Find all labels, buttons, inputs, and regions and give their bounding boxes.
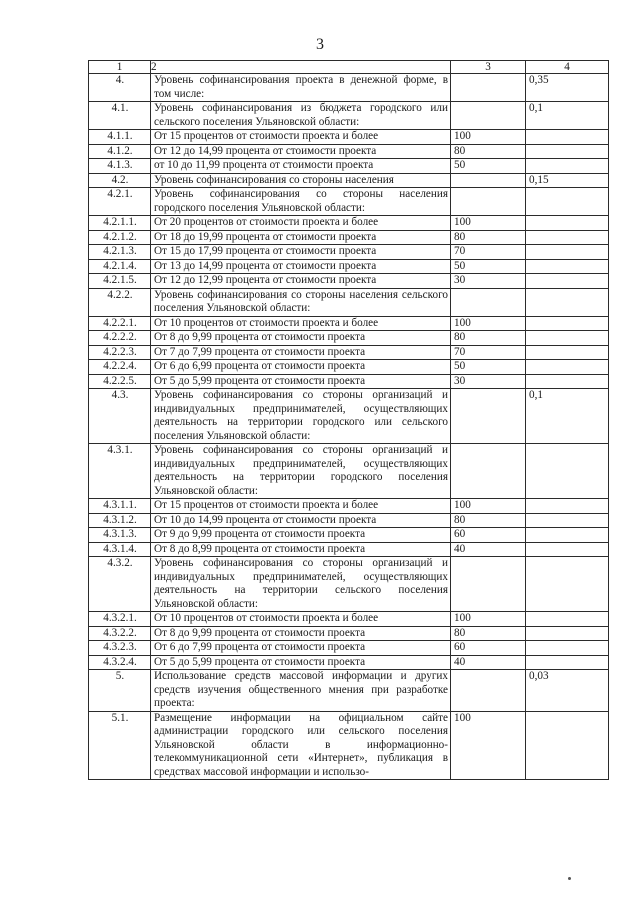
row-description: От 12 до 12,99 процента от стоимости проекта: [151, 274, 451, 289]
row-weight: [526, 444, 609, 499]
row-description: Использование средств массовой информации и других средств изучения общественного мнения при разработке проекта:: [151, 670, 451, 712]
table-row: [89, 670, 609, 712]
row-number: 4.3.2.4.: [89, 655, 151, 670]
table-row: [89, 288, 609, 316]
row-points: [451, 444, 526, 499]
row-weight: 0,03: [526, 670, 609, 712]
row-number: 4.: [89, 74, 151, 102]
row-weight: 0,35: [526, 74, 609, 102]
table-row: [89, 216, 609, 231]
row-weight: [526, 374, 609, 389]
row-description: Уровень софинансирования со стороны организаций и индивидуальных предпринимателей, осуществляющих деятельность на территории городского поселения Ульяновской области:: [151, 444, 451, 499]
row-points: [451, 557, 526, 612]
row-points: 80: [451, 331, 526, 346]
row-weight: [526, 188, 609, 216]
row-number: 4.1.3.: [89, 159, 151, 174]
table-row: [89, 345, 609, 360]
table-row: [89, 626, 609, 641]
table-row: [89, 641, 609, 656]
row-number: 4.3.1.2.: [89, 513, 151, 528]
row-weight: [526, 230, 609, 245]
row-description: Уровень софинансирования со стороны населения: [151, 173, 451, 188]
row-weight: [526, 144, 609, 159]
row-description: От 15 процентов от стоимости проекта и более: [151, 499, 451, 514]
row-number: 4.2.2.4.: [89, 360, 151, 375]
table-row: [89, 513, 609, 528]
table-row: [89, 389, 609, 444]
table-row: [89, 102, 609, 130]
row-points: [451, 288, 526, 316]
header-col-4: 4: [526, 61, 609, 74]
row-points: 50: [451, 259, 526, 274]
row-weight: [526, 542, 609, 557]
row-description: от 10 до 11,99 процента от стоимости проекта: [151, 159, 451, 174]
row-number: 5.: [89, 670, 151, 712]
row-points: 60: [451, 641, 526, 656]
table-row: [89, 144, 609, 159]
row-points: 70: [451, 345, 526, 360]
table-row: [89, 331, 609, 346]
row-weight: [526, 641, 609, 656]
row-weight: [526, 499, 609, 514]
row-points: [451, 670, 526, 712]
row-description: Уровень софинансирования проекта в денежной форме, в том числе:: [151, 74, 451, 102]
row-number: 4.1.2.: [89, 144, 151, 159]
row-points: 80: [451, 513, 526, 528]
table-row: [89, 245, 609, 260]
row-number: 4.3.2.3.: [89, 641, 151, 656]
row-number: 4.2.2.2.: [89, 331, 151, 346]
row-weight: [526, 528, 609, 543]
row-description: От 8 до 8,99 процента от стоимости проекта: [151, 542, 451, 557]
row-description: От 18 до 19,99 процента от стоимости проекта: [151, 230, 451, 245]
row-points: 30: [451, 274, 526, 289]
table-row: [89, 188, 609, 216]
row-number: 4.1.1.: [89, 130, 151, 145]
row-number: 4.2.2.3.: [89, 345, 151, 360]
row-description: От 15 до 17,99 процента от стоимости проекта: [151, 245, 451, 260]
table-row: [89, 711, 609, 780]
row-description: Уровень софинансирования со стороны организаций и индивидуальных предпринимателей, осуществляющих деятельность на территории сельского поселения Ульяновской области:: [151, 557, 451, 612]
row-description: От 9 до 9,99 процента от стоимости проекта: [151, 528, 451, 543]
table-row: [89, 259, 609, 274]
row-weight: [526, 626, 609, 641]
row-number: 4.2.1.: [89, 188, 151, 216]
row-number: 4.2.2.5.: [89, 374, 151, 389]
row-weight: 0,1: [526, 389, 609, 444]
row-points: [451, 74, 526, 102]
row-number: 4.2.1.3.: [89, 245, 151, 260]
criteria-table: [88, 60, 609, 780]
row-points: [451, 389, 526, 444]
row-number: 4.3.1.: [89, 444, 151, 499]
row-description: От 8 до 9,99 процента от стоимости проекта: [151, 331, 451, 346]
row-weight: [526, 331, 609, 346]
table-row: [89, 360, 609, 375]
table-row: [89, 130, 609, 145]
row-description: От 13 до 14,99 процента от стоимости проекта: [151, 259, 451, 274]
row-number: 4.2.1.2.: [89, 230, 151, 245]
table-row: [89, 74, 609, 102]
row-number: 4.2.1.1.: [89, 216, 151, 231]
row-points: 80: [451, 230, 526, 245]
row-description: Уровень софинансирования со стороны населения городского поселения Ульяновской области:: [151, 188, 451, 216]
row-weight: [526, 711, 609, 780]
row-description: От 10 до 14,99 процента от стоимости проекта: [151, 513, 451, 528]
row-description: От 5 до 5,99 процента от стоимости проекта: [151, 374, 451, 389]
table-row: [89, 230, 609, 245]
row-weight: [526, 130, 609, 145]
row-number: 4.2.2.1.: [89, 316, 151, 331]
row-points: 30: [451, 374, 526, 389]
row-number: 4.3.1.4.: [89, 542, 151, 557]
row-points: 100: [451, 216, 526, 231]
row-weight: [526, 612, 609, 627]
table-row: [89, 316, 609, 331]
row-description: От 10 процентов от стоимости проекта и более: [151, 316, 451, 331]
row-description: Уровень софинансирования со стороны населения сельского поселения Ульяновской области:: [151, 288, 451, 316]
row-weight: [526, 655, 609, 670]
row-description: Размещение информации на официальном сайте администрации городского или сельского поселения Ульяновской области в информационно-телекоммуникационной сети «Интернет», публикация в средствах массовой информации и использо-: [151, 711, 451, 780]
row-points: 100: [451, 130, 526, 145]
row-weight: [526, 360, 609, 375]
row-number: 4.2.1.5.: [89, 274, 151, 289]
scan-speck: [568, 877, 571, 880]
table-row: [89, 528, 609, 543]
row-description: От 6 до 6,99 процента от стоимости проекта: [151, 360, 451, 375]
table-row: [89, 374, 609, 389]
row-points: 100: [451, 316, 526, 331]
row-points: 100: [451, 612, 526, 627]
row-number: 5.1.: [89, 711, 151, 780]
table-row: [89, 499, 609, 514]
row-description: От 10 процентов от стоимости проекта и более: [151, 612, 451, 627]
row-number: 4.3.2.: [89, 557, 151, 612]
row-description: От 12 до 14,99 процента от стоимости проекта: [151, 144, 451, 159]
row-number: 4.3.: [89, 389, 151, 444]
row-points: 50: [451, 360, 526, 375]
row-description: От 6 до 7,99 процента от стоимости проекта: [151, 641, 451, 656]
row-description: От 15 процентов от стоимости проекта и более: [151, 130, 451, 145]
row-description: От 8 до 9,99 процента от стоимости проекта: [151, 626, 451, 641]
row-weight: [526, 316, 609, 331]
row-weight: [526, 159, 609, 174]
row-number: 4.1.: [89, 102, 151, 130]
row-points: 70: [451, 245, 526, 260]
row-number: 4.3.1.3.: [89, 528, 151, 543]
table-row: [89, 655, 609, 670]
row-weight: [526, 557, 609, 612]
row-weight: [526, 216, 609, 231]
page-number: 3: [316, 36, 324, 53]
row-number: 4.3.1.1.: [89, 499, 151, 514]
row-description: От 7 до 7,99 процента от стоимости проекта: [151, 345, 451, 360]
row-points: 60: [451, 528, 526, 543]
row-points: [451, 188, 526, 216]
row-points: 80: [451, 144, 526, 159]
row-weight: [526, 288, 609, 316]
row-number: 4.2.: [89, 173, 151, 188]
row-description: Уровень софинансирования со стороны организаций и индивидуальных предпринимателей, осуществляющих деятельность на территории городского или сельского поселения Ульяновской области:: [151, 389, 451, 444]
row-description: От 5 до 5,99 процента от стоимости проекта: [151, 655, 451, 670]
row-weight: [526, 274, 609, 289]
row-points: 40: [451, 655, 526, 670]
row-description: Уровень софинансирования из бюджета городского или сельского поселения Ульяновской области:: [151, 102, 451, 130]
table-row: [89, 557, 609, 612]
row-points: [451, 102, 526, 130]
header-col-1: 1: [89, 61, 151, 74]
table-row: [89, 274, 609, 289]
row-points: 40: [451, 542, 526, 557]
row-points: 50: [451, 159, 526, 174]
row-weight: 0,1: [526, 102, 609, 130]
table-header-row: [89, 61, 609, 74]
table-row: [89, 173, 609, 188]
row-number: 4.3.2.1.: [89, 612, 151, 627]
header-col-3: 3: [451, 61, 526, 74]
row-number: 4.3.2.2.: [89, 626, 151, 641]
row-points: 100: [451, 711, 526, 780]
header-col-2: 2: [151, 61, 451, 74]
row-points: 80: [451, 626, 526, 641]
row-weight: [526, 245, 609, 260]
table-row: [89, 159, 609, 174]
table-row: [89, 612, 609, 627]
table-row: [89, 542, 609, 557]
table-row: [89, 444, 609, 499]
row-weight: [526, 345, 609, 360]
row-weight: [526, 259, 609, 274]
row-weight: 0,15: [526, 173, 609, 188]
row-number: 4.2.2.: [89, 288, 151, 316]
row-description: От 20 процентов от стоимости проекта и более: [151, 216, 451, 231]
row-points: [451, 173, 526, 188]
row-points: 100: [451, 499, 526, 514]
row-weight: [526, 513, 609, 528]
row-number: 4.2.1.4.: [89, 259, 151, 274]
